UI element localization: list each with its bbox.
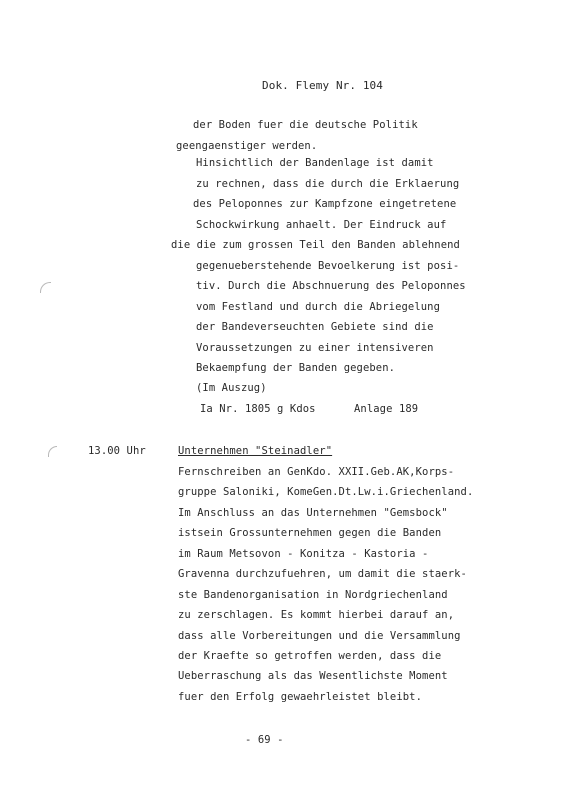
text-line: der Bandeverseuchten Gebiete sind die <box>196 321 434 333</box>
text-line: der Kraefte so getroffen werden, dass die <box>178 650 442 662</box>
entry-title: Unternehmen "Steinadler" <box>178 445 333 457</box>
text-line: geengaenstiger werden. <box>176 140 318 152</box>
scan-mark <box>40 282 51 293</box>
text-line: die die zum grossen Teil den Banden ablehnend <box>171 239 460 251</box>
text-line: (Im Auszug) <box>196 382 267 394</box>
text-line: istsein Grossunternehmen gegen die Banden <box>178 527 442 539</box>
text-line: des Peloponnes zur Kampfzone eingetretene <box>193 198 457 210</box>
text-line: tiv. Durch die Abschnuerung des Peloponnes <box>196 280 466 292</box>
page-number: - 69 - <box>245 734 284 746</box>
text-line: Gravenna durchzufuehren, um damit die staerk- <box>178 568 467 580</box>
text-line: Fernschreiben an GenKdo. XXII.Geb.AK,Korps- <box>178 466 455 478</box>
annex-label: Anlage 189 <box>354 403 419 415</box>
text-line: Schockwirkung anhaelt. Der Eindruck auf <box>196 219 447 231</box>
text-line: gruppe Saloniki, KomeGen.Dt.Lw.i.Griechenland. <box>178 486 474 498</box>
document-reference-header: Dok. Flemy Nr. 104 <box>262 79 384 92</box>
text-line: fuer den Erfolg gewaehrleistet bleibt. <box>178 691 423 703</box>
text-line: im Raum Metsovon - Konitza - Kastoria - <box>178 548 429 560</box>
text-line: dass alle Vorbereitungen und die Versammlung <box>178 630 461 642</box>
text-line: zu zerschlagen. Es kommt hierbei darauf an, <box>178 609 455 621</box>
text-line: ste Bandenorganisation in Nordgriechenland <box>178 589 448 601</box>
text-line: der Boden fuer die deutsche Politik <box>193 119 418 131</box>
text-line: Im Anschluss an das Unternehmen "Gemsbock" <box>178 507 448 519</box>
text-line: Ueberraschung als das Wesentlichste Moment <box>178 670 448 682</box>
scan-mark <box>48 446 57 457</box>
reference-number: Ia Nr. 1805 g Kdos <box>200 403 316 415</box>
text-line: vom Festland und durch die Abriegelung <box>196 301 441 313</box>
text-line: Voraussetzungen zu einer intensiveren <box>196 342 434 354</box>
entry-time: 13.00 Uhr <box>88 445 146 457</box>
text-line: Bekaempfung der Banden gegeben. <box>196 362 396 374</box>
text-line: Hinsichtlich der Bandenlage ist damit <box>196 157 434 169</box>
text-line: zu rechnen, dass die durch die Erklaerung <box>196 178 460 190</box>
text-line: gegenueberstehende Bevoelkerung ist posi- <box>196 260 460 272</box>
